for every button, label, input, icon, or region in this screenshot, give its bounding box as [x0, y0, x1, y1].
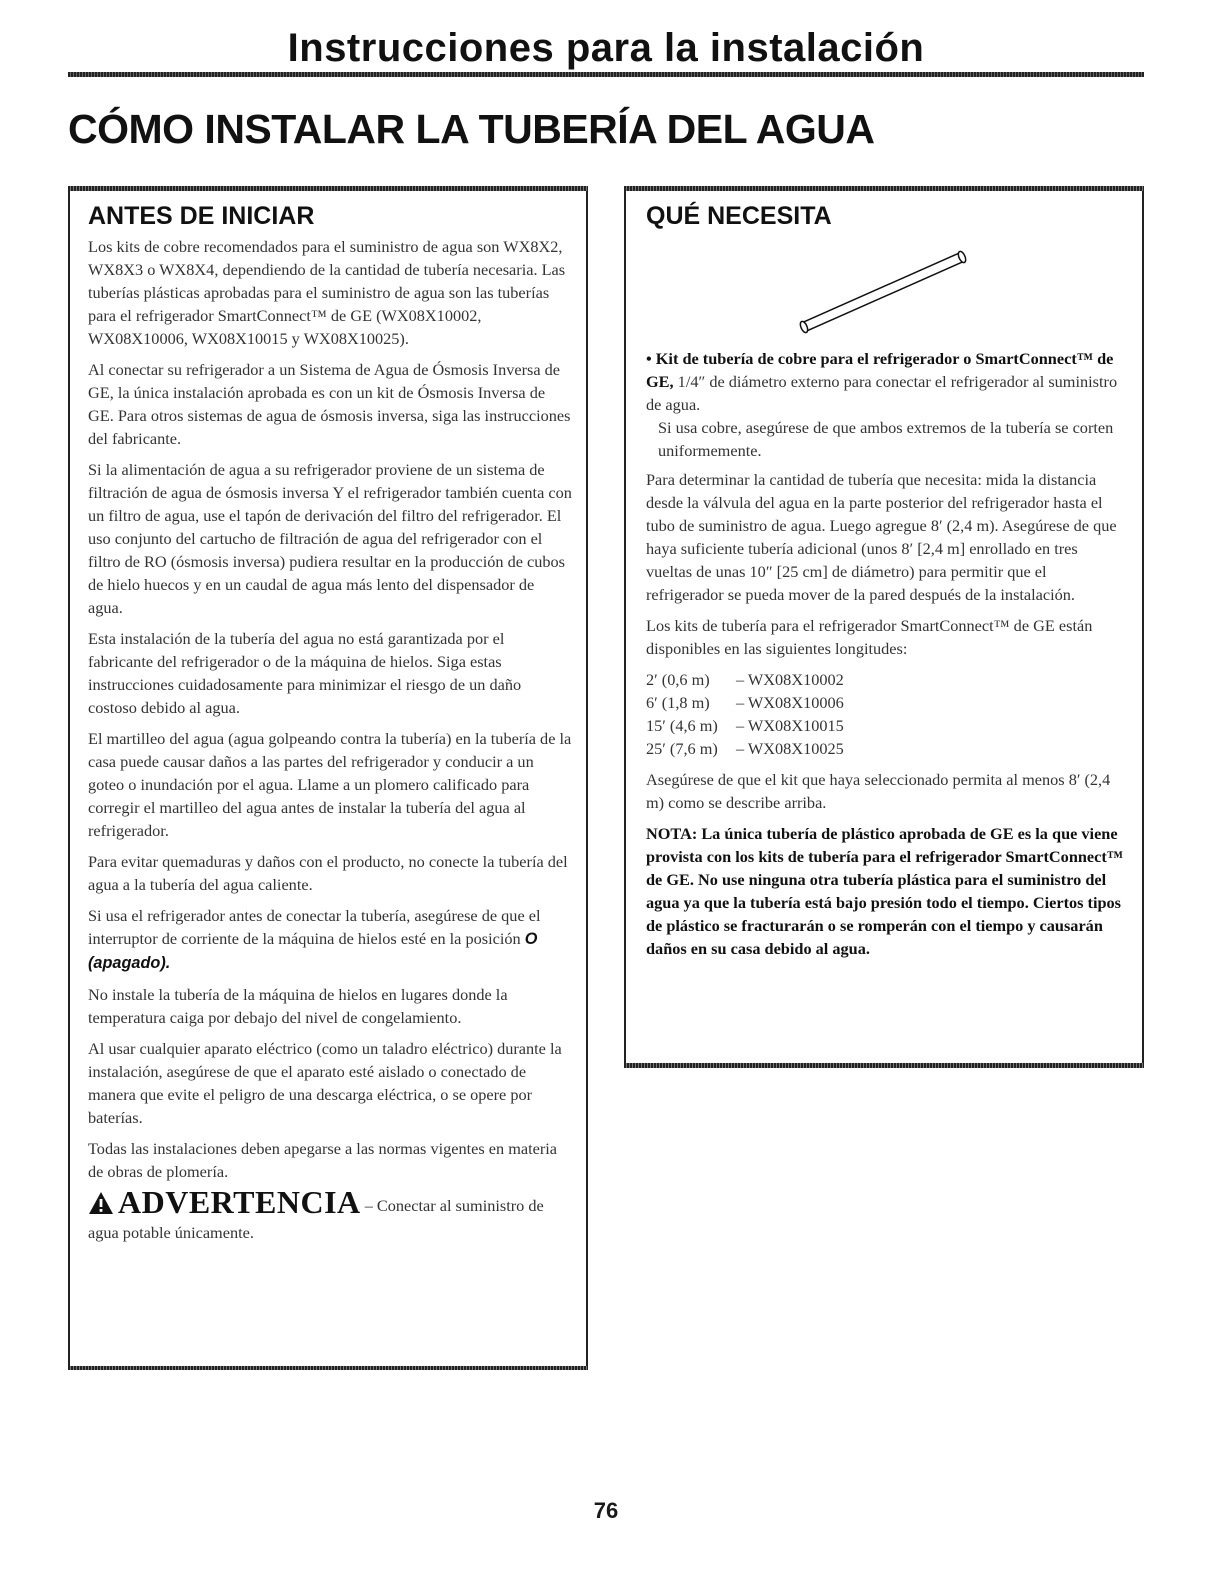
section-title-antes: ANTES DE INICIAR: [88, 202, 315, 230]
warning-heading: ADVERTENCIA: [118, 1184, 361, 1220]
paragraph: El martilleo del agua (agua golpeando contra la tubería) en la tubería de la casa puede causar daños a las partes del refrigerador y conducir a un goteo o inundación por el agua. Llame a un plomero calificado para corregir el martilleo del agua antes de instalar la tubería del agua al refrigerador.: [88, 729, 572, 840]
kit-part: – WX08X10002: [736, 670, 844, 689]
paragraph: Los kits de tubería para el refrigerador SmartConnect™ de GE están disponibles en las siguientes longitudes:: [646, 616, 1093, 658]
header-rule: [68, 72, 1144, 77]
list-item: [646, 737, 1126, 760]
header-title: Instrucciones para la instalación: [287, 26, 925, 70]
paragraph: Todas las instalaciones deben apegarse a las normas vigentes en materia de obras de plomería.: [88, 1139, 558, 1181]
list-item-tubing-kit: [646, 347, 1126, 462]
bullet-bold: • Kit de tubería de cobre para el refrigerador o SmartConnect™ de GE,: [646, 349, 1114, 391]
paragraph: No instale la tubería de la máquina de hielos en lugares donde la temperatura caiga por debajo del nivel de congelamiento.: [88, 985, 508, 1027]
list-item: [646, 668, 1126, 691]
warning-block: [88, 1184, 572, 1244]
switch-off-label: O (apagado).: [88, 930, 538, 972]
paragraph: Si la alimentación de agua a su refrigerador proviene de un sistema de filtración de agua de ósmosis inversa Y el refrigerador también cuenta con un filtro de agua, use el tapón de derivación del filtro del refrigerador. El uso conjunto del cartucho de filtración de agua del refrigerador con el filtro de RO (ósmosis inversa) pudiera resultar en la producción de cubos de hielo huecos y en un caudal de agua más lento del dispensador de agua.: [88, 460, 572, 617]
paragraph: Los kits de cobre recomendados para el suministro de agua son WX8X2, WX8X3 o WX8X4, dependiendo de la cantidad de tubería necesaria. Las tuberías plásticas aprobadas para el suministro de agua son las tuberías para el refrigerador SmartConnect™ de GE (WX08X10002, WX08X10006, WX08X10015 y WX08X10025).: [88, 237, 566, 348]
paragraph: Al conectar su refrigerador a un Sistema de Agua de Ósmosis Inversa de GE, la única instalación aprobada es con un kit de Ósmosis Inversa de GE. Para otros sistemas de agua de ósmosis inversa, siga las instrucciones del fabricante.: [88, 360, 571, 448]
warning-text: – Conectar al suministro de agua potable únicamente.: [88, 1196, 544, 1242]
switch-text: Si usa el refrigerador antes de conectar la tubería, asegúrese de que el interruptor de corriente de la máquina de hielos esté en la posición: [88, 906, 541, 948]
bullet-text: 1/4″ de diámetro externo para conectar el refrigerador al suministro de agua.: [646, 372, 1118, 414]
kit-part: – WX08X10015: [736, 716, 844, 735]
before-you-begin-box: [68, 186, 588, 1370]
kit-part: – WX08X10006: [736, 693, 844, 712]
warning-triangle-icon: [88, 1191, 114, 1221]
list-item: [646, 714, 1126, 737]
kit-length: 25′ (7,6 m): [646, 739, 718, 758]
kit-length: 2′ (0,6 m): [646, 670, 710, 689]
paragraph: Al usar cualquier aparato eléctrico (como un taladro eléctrico) durante la instalación, asegúrese de que el aparato esté aislado o conectado de manera que evite el peligro de una descarga eléctrica, o se opere por baterías.: [88, 1039, 562, 1127]
paragraph: Asegúrese de que el kit que haya seleccionado permita al menos 8′ (2,4 m) como se describe arriba.: [646, 770, 1111, 812]
kit-length-list: [646, 668, 1126, 760]
paragraph: Esta instalación de la tubería del agua no está garantizada por el fabricante del refrigerador o de la máquina de hielos. Siga estas instrucciones cuidadosamente para minimizar el riesgo de un daño costoso debido al agua.: [88, 629, 522, 717]
paragraph-switch: [88, 904, 572, 975]
page-number: 76: [593, 1498, 619, 1523]
note-paragraph: NOTA: La única tubería de plástico aprobada de GE es la que viene provista con los kits de tubería para el refrigerador SmartConnect™ de GE. No use ninguna otra tubería plástica para el suministro del agua ya que la tubería está bajo presión todo el tiempo. Ciertos tipos de plástico se fracturarán o se romperán con el tiempo y causarán daños en su casa debido al agua.: [646, 824, 1124, 958]
kit-length: 15′ (4,6 m): [646, 716, 718, 735]
bullet-note: Si usa cobre, asegúrese de que ambos extremos de la tubería se corten uniformemente.: [658, 418, 1114, 460]
list-item: [646, 691, 1126, 714]
paragraph: Para evitar quemaduras y daños con el producto, no conecte la tubería del agua a la tubería del agua caliente.: [88, 852, 568, 894]
what-you-need-box: [624, 186, 1144, 1068]
kit-length: 6′ (1,8 m): [646, 693, 710, 712]
section-title-que-necesita: QUÉ NECESITA: [646, 202, 832, 230]
paragraph: Para determinar la cantidad de tubería que necesita: mida la distancia desde la válvula del agua en la parte posterior del refrigerador hasta el tubo de suministro de agua. Luego agregue 8′ (2,4 m). Asegúrese de que haya suficiente tubería adicional (unos 8′ [2,4 m] enrollado en tres vueltas de unas 10″ [25 cm] de diámetro) para permitir que el refrigerador se pueda mover de la pared después de la instalación.: [646, 470, 1117, 604]
page-title: CÓMO INSTALAR LA TUBERÍA DEL AGUA: [68, 106, 875, 152]
kit-part: – WX08X10025: [736, 739, 844, 758]
tubing-illustration: [794, 247, 974, 337]
